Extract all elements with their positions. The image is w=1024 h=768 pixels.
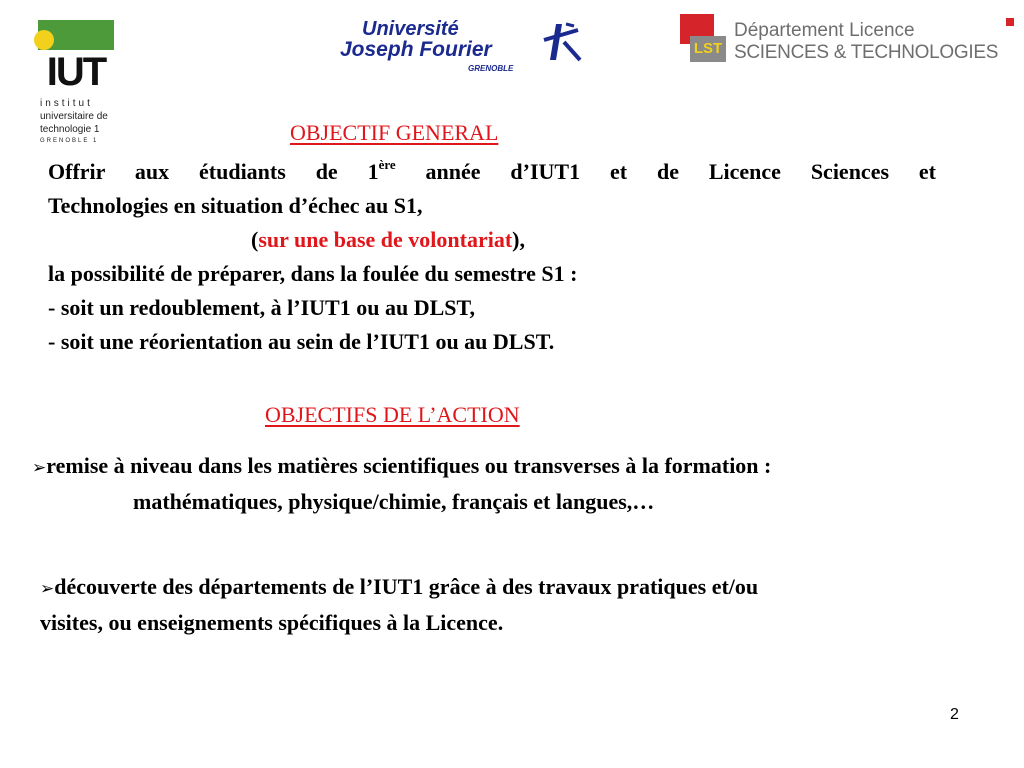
paren-open: ( bbox=[251, 227, 259, 252]
lst-logo bbox=[680, 14, 1010, 70]
dash-2: - bbox=[48, 329, 61, 354]
action-bullet-2 bbox=[40, 570, 1000, 640]
general-item-1-text: soit un redoublement, à l’IUT1 ou au DLST, bbox=[60, 295, 476, 320]
ujf-logo-line-1: Université bbox=[362, 18, 459, 40]
iut-logo-line-3: technologie 1 bbox=[40, 124, 100, 135]
general-line-1 bbox=[48, 155, 936, 189]
general-item-2 bbox=[48, 325, 936, 359]
general-line-4: la possibilité de préparer, dans la foulée du semestre S1 : bbox=[48, 261, 578, 286]
lst-logo-box: LST bbox=[690, 36, 726, 62]
action-bullet-1-line-2: mathématiques, physique/chimie, français et langues,… bbox=[133, 489, 655, 514]
page-number: 2 bbox=[950, 706, 959, 723]
action-bullet-2-line-1 bbox=[40, 570, 1000, 606]
arrow-bullet-icon: ➢ bbox=[40, 579, 55, 599]
action-bullet-2-line-2: visites, ou enseignements spécifiques à la Licence. bbox=[40, 610, 504, 635]
ujf-logo-line-2: Joseph Fourier bbox=[340, 38, 492, 61]
paren-close: ), bbox=[512, 227, 525, 252]
iut-logo-letters: IUT bbox=[38, 50, 114, 94]
lst-logo-line-1: Département Licence bbox=[734, 20, 915, 41]
general-line-1-end: année d’IUT1 et de Licence Sciences et bbox=[395, 159, 936, 184]
action-bullet-2-text-1: découverte des départements de l’IUT1 grâce à des travaux pratiques et/ou bbox=[54, 574, 759, 599]
general-line-2: Technologies en situation d’échec au S1, bbox=[48, 193, 423, 218]
iut-logo-line-4: GRENOBLE 1 bbox=[40, 138, 99, 144]
heading-objectif-general: OBJECTIF GENERAL bbox=[290, 120, 499, 145]
heading-objectifs-action: OBJECTIFS DE L’ACTION bbox=[265, 402, 520, 427]
ujf-logo-line-3: GRENOBLE bbox=[468, 64, 514, 73]
arrow-bullet-icon: ➢ bbox=[32, 458, 47, 478]
iut-logo-line-1: institut bbox=[40, 98, 93, 109]
ujf-logo bbox=[340, 18, 585, 82]
action-bullet-1 bbox=[32, 449, 1012, 519]
lst-logo-line-2: SCIENCES & TECHNOLOGIES bbox=[734, 42, 999, 63]
sun-icon bbox=[34, 30, 54, 50]
action-bullet-1-line-1 bbox=[32, 449, 1012, 485]
general-line-3 bbox=[48, 223, 936, 257]
iut-logo-line-2: universitaire de bbox=[40, 111, 108, 122]
general-line-1-start: Offrir aux étudiants de 1 bbox=[48, 159, 379, 184]
iut-logo bbox=[34, 20, 116, 150]
lst-small-square bbox=[1006, 18, 1014, 26]
general-item-2-text: soit une réorientation au sein de l’IUT1 ou au DLST. bbox=[60, 329, 555, 354]
volontariat-text: sur une base de volontariat bbox=[258, 227, 513, 252]
superscript-ere: ère bbox=[378, 156, 396, 172]
general-item-1 bbox=[48, 291, 936, 325]
action-bullet-1-text-1: remise à niveau dans les matières scientifiques ou transverses à la formation : bbox=[46, 453, 772, 478]
dash-1: - bbox=[48, 295, 61, 320]
general-objective-text bbox=[48, 155, 936, 359]
ujf-emblem-icon bbox=[542, 20, 582, 64]
